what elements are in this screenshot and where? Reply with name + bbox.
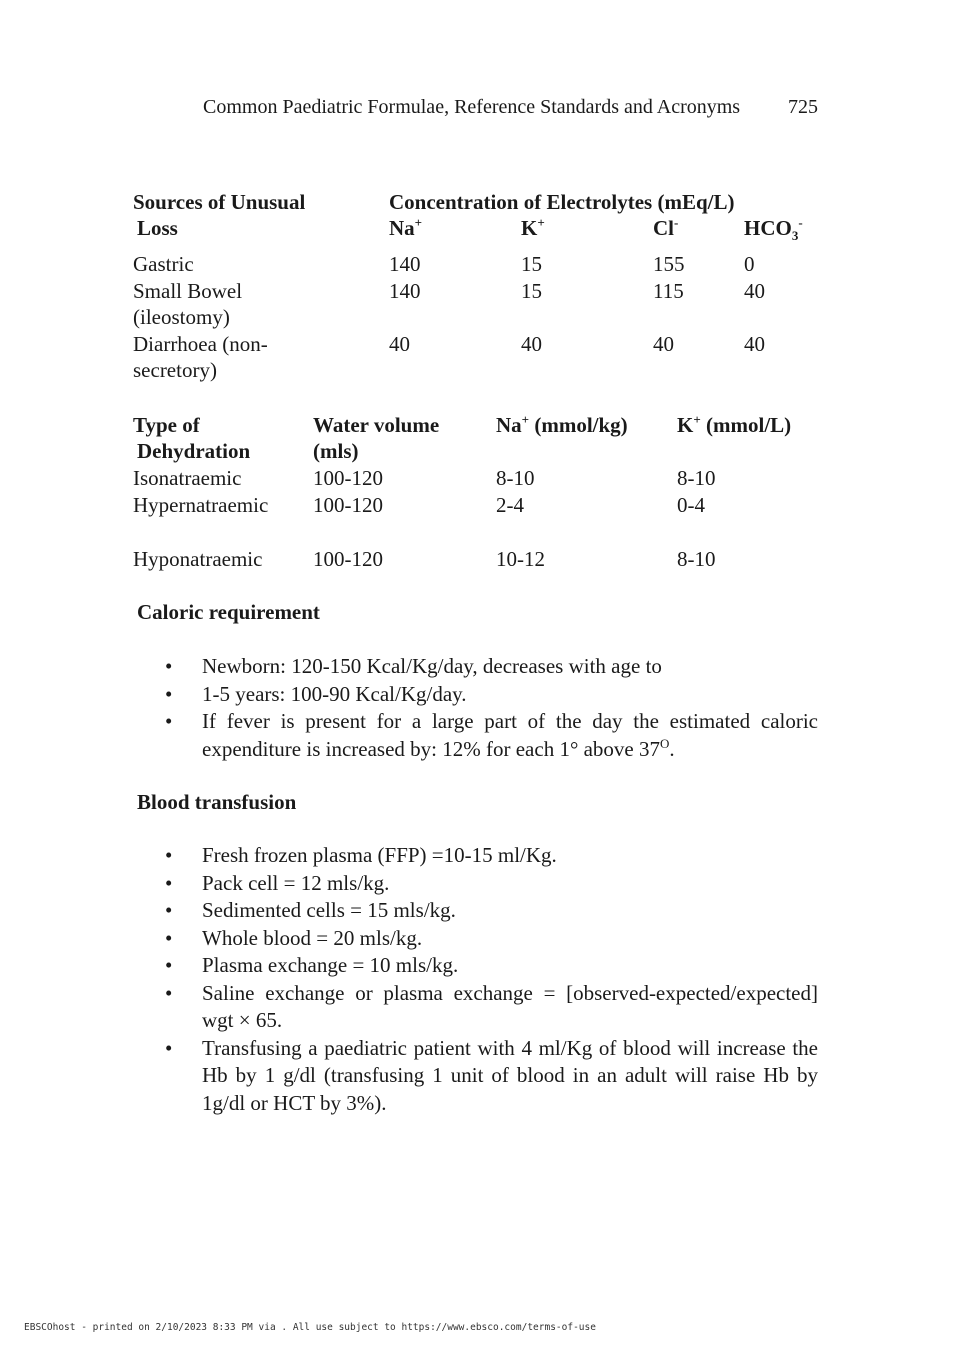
col-hco3-header: $HCO_3^-$ bbox=[744, 215, 803, 244]
table-row-label: Hyponatraemic bbox=[133, 547, 263, 571]
list-item: • If fever is present for a large part of the day the estimated caloric expenditure is increased by: 12% for each 1° above $37^O$. bbox=[161, 708, 818, 763]
caloric-heading: Caloric requirement bbox=[137, 600, 320, 624]
table-row-label: Gastric bbox=[133, 252, 194, 276]
col-cl-header: Cl- bbox=[653, 215, 679, 240]
col-k-header: K+ (mmol/L) bbox=[677, 412, 792, 437]
table-cell: 100-120 bbox=[313, 466, 383, 490]
page-number: 725 bbox=[788, 96, 818, 118]
col-water-header-line2: (mls) bbox=[313, 439, 359, 463]
table-cell: 8-10 bbox=[677, 547, 716, 571]
table-row-label-line2: secretory) bbox=[133, 358, 217, 382]
table-cell: 8-10 bbox=[496, 466, 535, 490]
table-cell: 100-120 bbox=[313, 493, 383, 517]
table-cell: 140 bbox=[389, 252, 421, 276]
list-item: • Newborn: 120-150 Kcal/Kg/day, decreases with age to bbox=[161, 653, 818, 681]
table-row-label: Diarrhoea (non- bbox=[133, 332, 268, 356]
table-cell: 40 bbox=[521, 332, 542, 356]
footer-print-notice: EBSCOhost - printed on 2/10/2023 8:33 PM via . All use subject to https://www.ebsco.com/terms-of-use bbox=[24, 1322, 596, 1333]
table-row-label: Small Bowel bbox=[133, 279, 243, 303]
list-item: • Whole blood = 20 mls/kg. bbox=[161, 925, 818, 953]
col-na-header: Na+ bbox=[389, 215, 423, 240]
col-k-header: K+ bbox=[521, 215, 545, 240]
table-cell: 15 bbox=[521, 252, 542, 276]
table-cell: 0 bbox=[744, 252, 755, 276]
table-cell: 0-4 bbox=[677, 493, 705, 517]
list-item: • Pack cell = 12 mls/kg. bbox=[161, 870, 818, 898]
col-na-header: Na+ (mmol/kg) bbox=[496, 412, 628, 437]
group-header: Concentration of Electrolytes (mEq/L) bbox=[389, 190, 735, 214]
col-source-header: Sources of Unusual bbox=[133, 190, 306, 214]
table-cell: 15 bbox=[521, 279, 542, 303]
list-item: • Transfusing a paediatric patient with 4 ml/Kg of blood will increase the Hb by 1 g/dl (transfusing 1 unit of blood in an adult will raise Hb by 1g/dl or HCT by 3%). bbox=[161, 1035, 818, 1118]
table-cell: 155 bbox=[653, 252, 685, 276]
caloric-list bbox=[161, 653, 818, 763]
table-cell: 40 bbox=[744, 332, 765, 356]
table-cell: 8-10 bbox=[677, 466, 716, 490]
table-row-label: Isonatraemic bbox=[133, 466, 242, 490]
blood-list bbox=[161, 842, 818, 1117]
list-item: • Plasma exchange = 10 mls/kg. bbox=[161, 952, 818, 980]
col-type-header-line2: Dehydration bbox=[137, 439, 251, 463]
col-type-header: Type of bbox=[133, 413, 200, 437]
table-cell: 40 bbox=[744, 279, 765, 303]
table-cell: 115 bbox=[653, 279, 684, 303]
table-row-label: Hypernatraemic bbox=[133, 493, 269, 517]
list-item: • Fresh frozen plasma (FFP) =10-15 ml/Kg. bbox=[161, 842, 818, 870]
table-cell: 100-120 bbox=[313, 547, 383, 571]
col-source-header-line2: Loss bbox=[137, 216, 178, 240]
list-item: • Saline exchange or plasma exchange = [observed-expected/expected] wgt × 65. bbox=[161, 980, 818, 1035]
table-row-label-line2: (ileostomy) bbox=[133, 305, 230, 329]
table-cell: 2-4 bbox=[496, 493, 524, 517]
table-cell: 40 bbox=[389, 332, 410, 356]
list-item: • 1-5 years: 100-90 Kcal/Kg/day. bbox=[161, 681, 818, 709]
table-cell: 40 bbox=[653, 332, 674, 356]
list-item: • Sedimented cells = 15 mls/kg. bbox=[161, 897, 818, 925]
col-water-header: Water volume bbox=[313, 413, 440, 437]
running-header: Common Paediatric Formulae, Reference Standards and Acronyms bbox=[203, 96, 741, 118]
blood-heading: Blood transfusion bbox=[137, 790, 297, 814]
table-cell: 10-12 bbox=[496, 547, 545, 571]
table-cell: 140 bbox=[389, 279, 421, 303]
